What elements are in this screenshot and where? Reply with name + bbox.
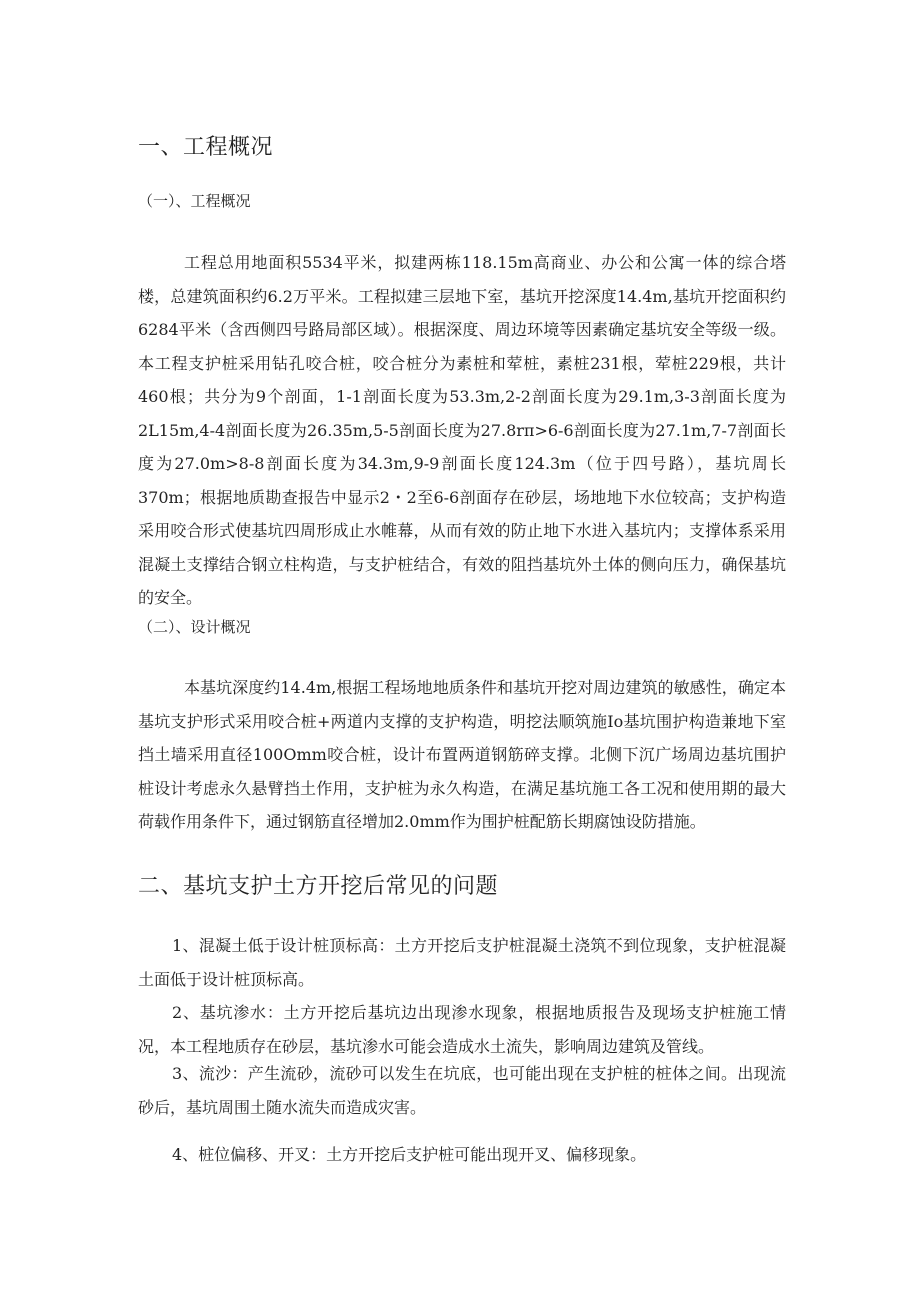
section2-title: 二、基坑支护土方开挖后常见的问题 (138, 874, 499, 899)
issue-item-2: 2、基坑渗水：土方开挖后基坑边出现渗水现象，根据地质报告及现场支护桩施工情况，本工程地质存在砂层，基坑渗水可能会造成水土流失，影响周边建筑及管线。 (138, 1003, 786, 1056)
section1-sub2-title: （二）、设计概况 (138, 618, 251, 636)
issue-item-3: 3、流沙：产生流砂，流砂可以发生在坑底，也可能出现在支护桩的桩体之间。出现流砂后，基坑周围土随水流失而造成灾害。 (138, 1064, 786, 1117)
section1-sub2-body: 本基坑深度约14.4m,根据工程场地地质条件和基坑开挖对周边建筑的敏感性，确定本基坑支护形式采用咬合桩+两道内支撑的支护构造，明挖法顺筑施Io基坑围护构造兼地下室挡土墙采用直径100Omm咬合桩，设计布置两道钢筋碎支撑。北侧下沉广场周边基坑围护桩设计考虑永久悬臂挡土作用，支护桩为永久构造，在满足基坑施工各工况和使用期的最大荷载作用条件下，通过钢筋直径增加2.0mm作为围护桩配筋长期腐蚀设防措施。 (138, 678, 786, 831)
issue-item-1: 1、混凝土低于设计桩顶标高：土方开挖后支护桩混凝土浇筑不到位现象，支护桩混凝土面低于设计桩顶标高。 (138, 936, 786, 989)
section1-sub1-body: 工程总用地面积5534平米，拟建两栋118.15m高商业、办公和公寓一体的综合塔楼，总建筑面积约6.2万平米。工程拟建三层地下室，基坑开挖深度14.4m,基坑开挖面积约6284平米（含西侧四号路局部区域）。根据深度、周边环境等因素确定基坑安全等级一级。本工程支护桩采用钻孔咬合桩，咬合桩分为素桩和荤桩，素桩231根，荤桩229根，共计460根；共分为9个剖面，1-1剖面长度为53.3m,2-2剖面长度为29.1m,3-3剖面长度为2L15m,4-4剖面长度为26.35m,5-5剖面长度为27.8rπ>6-6剖面长度为27.1m,7-7剖面长度为27.0m>8-8剖面长度为34.3m,9-9剖面长度124.3m（位于四号路），基坑周长370m；根据地质勘查报告中显示2・2至6-6剖面存在砂层，场地地下水位较高；支护构造采用咬合形式使基坑四周形成止水帷幕，从而有效的防止地下水进入基坑内；支撑体系采用混凝土支撑结合钢立柱构造，与支护桩结合，有效的阻挡基坑外土体的侧向压力，确保基坑的安全。 (138, 253, 786, 607)
section1-title: 一、工程概况 (138, 135, 274, 160)
section1-sub1-title: （一）、工程概况 (138, 192, 251, 210)
issue-item-4: 4、桩位偏移、开叉：土方开挖后支护桩可能出现开叉、偏移现象。 (172, 1145, 647, 1164)
